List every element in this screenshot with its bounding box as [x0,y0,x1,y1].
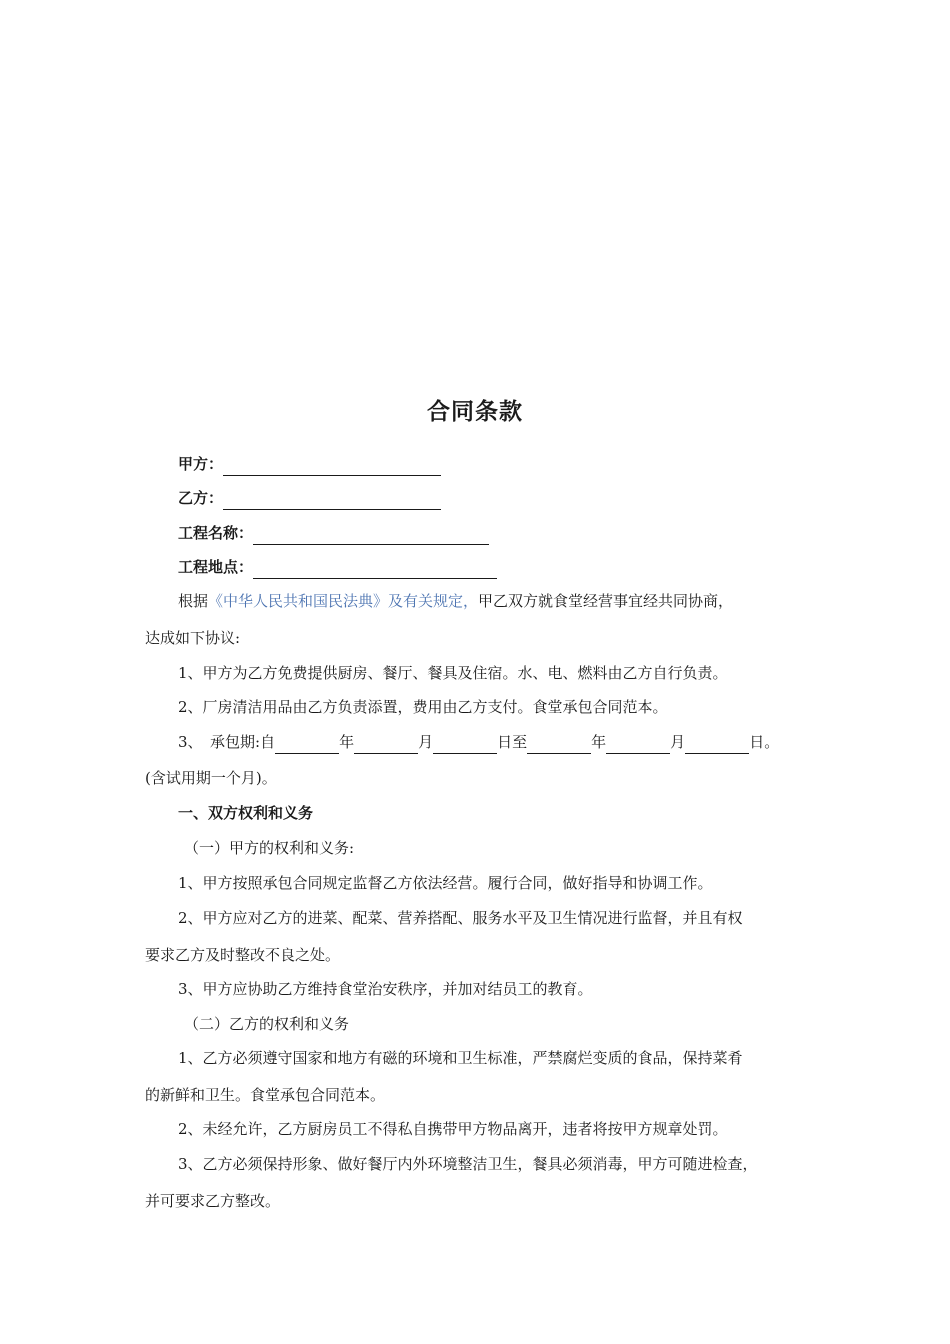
project-name-blank[interactable] [253,525,489,545]
intro-suffix: 甲乙双方就食堂经营事宜经共同协商， [478,592,734,610]
party-b-blank[interactable] [223,490,441,510]
end-day-blank[interactable] [685,736,749,754]
end-month-label: 月 [670,733,686,751]
party-a-rights-heading: （一）甲方的权利和义务: [184,839,355,857]
end-day-label: 日。 [749,733,780,751]
project-name-field [178,521,489,545]
party-b-item-1: 1、乙方必须遵守国家和地方有磁的环境和卫生标准，严禁腐烂变质的食品，保持菜肴 [178,1049,743,1067]
party-a-item-3: 3、甲方应协助乙方维持食堂治安秩序，并加对结员工的教育。 [178,980,593,998]
project-name-label: 工程名称： [178,524,254,542]
intro-line-2: 达成如下协议: [145,629,241,647]
party-a-item-2-line-2: 要求乙方及时整改不良之处。 [145,946,341,964]
clause-3-prefix: 3、 承包期:自 [178,733,276,751]
party-b-item-3-line-2: 并可要求乙方整改。 [145,1192,281,1210]
party-a-item-2: 2、甲方应对乙方的进菜、配菜、营养搭配、服务水平及卫生情况进行监督，并且有权 [178,909,743,927]
start-day-blank[interactable] [433,736,497,754]
party-b-field [178,486,441,510]
party-b-item-3: 3、乙方必须保持形象、做好餐厅内外环境整洁卫生，餐具必须消毒，甲方可随进检查， [178,1155,758,1173]
end-month-blank[interactable] [606,736,670,754]
intro-prefix: 根据 [178,592,209,610]
clause-3 [178,730,820,754]
intro-paragraph [178,589,820,613]
end-year-blank[interactable] [527,736,591,754]
party-a-field [178,452,441,476]
party-a-item-1: 1、甲方按照承包合同规定监督乙方依法经营。履行合同，做好指导和协调工作。 [178,874,713,892]
start-year-blank[interactable] [275,736,339,754]
civil-code-link[interactable]: 《中华人民共和国民法典》及有关规定， [208,592,479,610]
end-year-label: 年 [591,733,607,751]
clause-3-line-2: (含试用期一个月)。 [145,769,277,787]
start-day-label: 日至 [497,733,528,751]
start-year-label: 年 [339,733,355,751]
section-1-heading: 一、双方权利和义务 [178,804,314,822]
project-location-label: 工程地点： [178,558,254,576]
clause-2: 2、厂房清洁用品由乙方负责添置，费用由乙方支付。食堂承包合同范本。 [178,698,668,716]
start-month-label: 月 [418,733,434,751]
party-a-blank[interactable] [223,456,441,476]
party-b-item-1-line-2: 的新鲜和卫生。食堂承包合同范本。 [145,1086,386,1104]
party-b-label: 乙方： [178,489,224,507]
party-b-item-2: 2、未经允许，乙方厨房员工不得私自携带甲方物品离开，违者将按甲方规章处罚。 [178,1120,728,1138]
project-location-blank[interactable] [253,559,497,579]
party-a-label: 甲方： [178,455,224,473]
party-b-rights-heading: （二）乙方的权利和义务 [184,1015,350,1033]
project-location-field [178,555,497,579]
clause-1: 1、甲方为乙方免费提供厨房、餐厅、餐具及住宿。水、电、燃料由乙方自行负责。 [178,664,728,682]
start-month-blank[interactable] [354,736,418,754]
document-title: 合同条款 [427,399,523,425]
